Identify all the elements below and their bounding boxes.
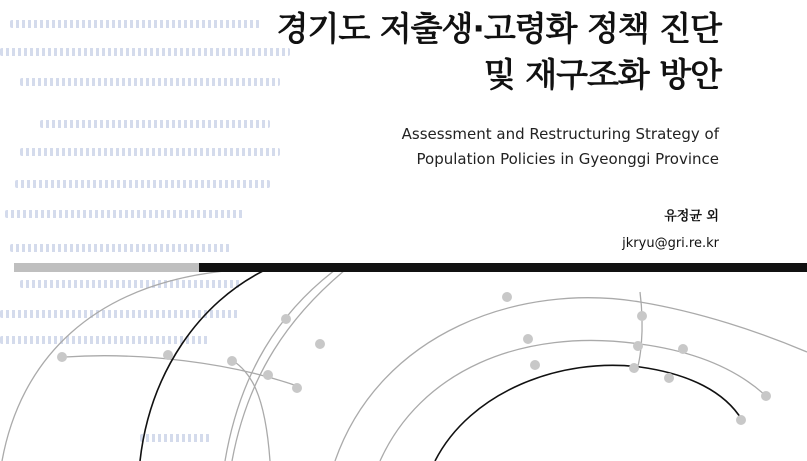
node-dot bbox=[163, 350, 173, 360]
author-name: 유정균 외 bbox=[664, 209, 719, 224]
arc-line bbox=[335, 298, 807, 461]
node-dot bbox=[761, 391, 771, 401]
arc-line bbox=[225, 272, 335, 461]
report-title bbox=[277, 6, 721, 98]
ghost-line bbox=[40, 120, 270, 128]
title-korean-line-2: 및 재구조화 방안 bbox=[483, 55, 721, 94]
ghost-line bbox=[10, 20, 260, 28]
node-dot bbox=[263, 370, 273, 380]
ghost-line bbox=[15, 180, 270, 188]
node-dot bbox=[315, 339, 325, 349]
node-dot bbox=[227, 356, 237, 366]
node-dot bbox=[637, 311, 647, 321]
ghost-line bbox=[0, 48, 290, 56]
arc-line bbox=[232, 272, 345, 461]
ghost-line bbox=[20, 78, 280, 86]
node-dot bbox=[523, 334, 533, 344]
node-dot bbox=[502, 292, 512, 302]
title-korean-line-1: 경기도 저출생·고령화 정책 진단 bbox=[276, 9, 721, 48]
ghost-line bbox=[20, 148, 280, 156]
arc-line bbox=[636, 292, 642, 372]
ghost-line bbox=[10, 244, 230, 252]
network-arcs-graphic bbox=[0, 272, 807, 461]
author-email: jkryu@gri.re.kr bbox=[622, 236, 719, 251]
title-english-line-1: Assessment and Restructuring Strategy of bbox=[401, 125, 719, 143]
title-english-line-2: Population Policies in Gyeonggi Province bbox=[416, 150, 719, 168]
node-dot bbox=[664, 373, 674, 383]
node-dot bbox=[530, 360, 540, 370]
node-dot bbox=[292, 383, 302, 393]
node-dot bbox=[629, 363, 639, 373]
arc-line bbox=[2, 272, 235, 461]
english-subtitle bbox=[402, 122, 719, 172]
node-dot bbox=[57, 352, 67, 362]
node-dot bbox=[633, 341, 643, 351]
node-dot bbox=[678, 344, 688, 354]
node-dot bbox=[736, 415, 746, 425]
ghost-line bbox=[5, 210, 245, 218]
arc-line bbox=[435, 365, 742, 461]
node-dot bbox=[281, 314, 291, 324]
arc-line bbox=[380, 340, 766, 461]
header-divider-bar bbox=[14, 263, 807, 272]
arc-line bbox=[140, 272, 265, 461]
author-info bbox=[622, 203, 719, 257]
